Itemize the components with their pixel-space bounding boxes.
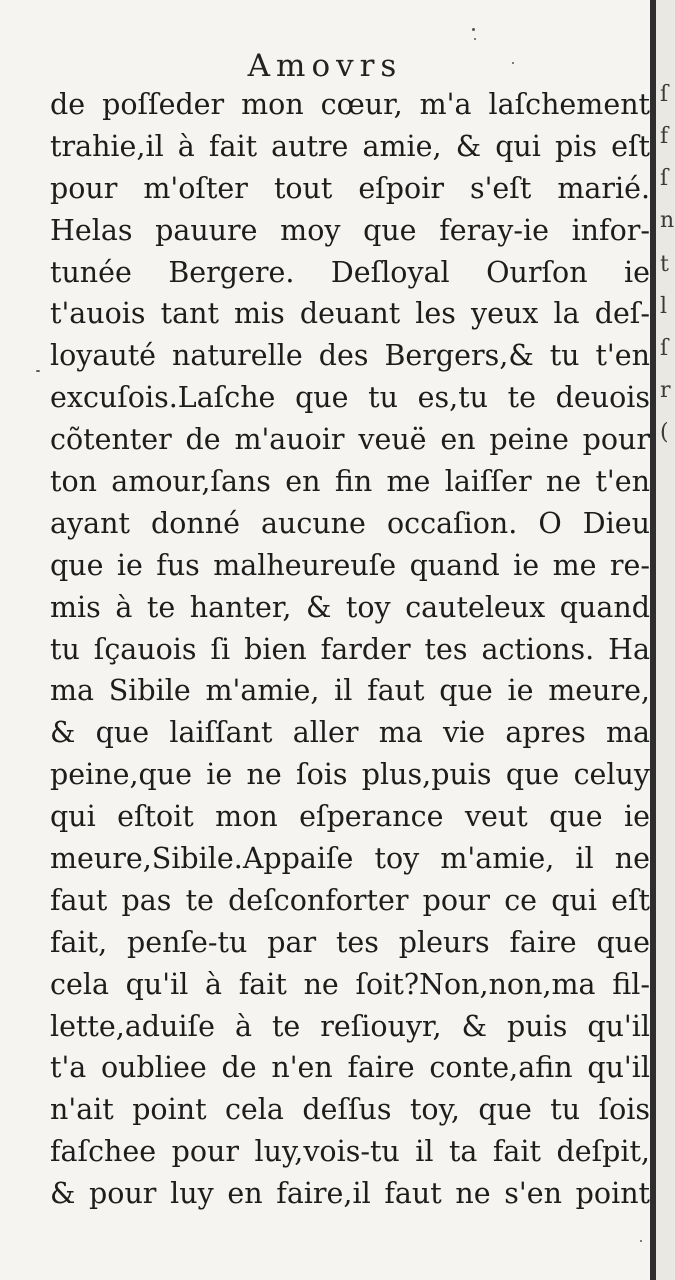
text-line: peine,que ie ne ſois plus,puis que celuy [50,758,650,792]
text-line: ayant donné aucune occaſion. O Dieu [50,506,650,540]
text-line: loyauté naturelle des Bergers,& tu t'en [50,339,650,373]
text-line: Helas pauure moy que feray-ie infor- [50,213,650,247]
text-line: faut pas te deſconforter pour ce qui eſt [50,883,650,917]
facing-page-edge [650,0,675,1280]
text-line: tunée Bergere. Deſloyal Ourſon ie [50,255,650,289]
text-line: & pour luy en faire,il faut ne s'en point [50,1177,650,1211]
text-line: t'auois tant mis deuant les yeux la deſ- [50,297,650,331]
text-line: ma Sibile m'amie, il faut que ie meure, [50,674,650,708]
text-line: & que laiſſant aller ma vie apres ma [50,716,650,750]
text-line: ton amour,ſans en fin me laiſſer ne t'en [50,465,650,499]
text-line: pour m'oſter tout eſpoir s'eſt marié. [50,171,650,205]
edge-letter: r [660,378,671,403]
edge-letter: l [660,294,668,319]
edge-letter: ſ [660,166,669,191]
ink-speck [474,38,476,40]
edge-letter: n [660,208,675,233]
ink-speck [472,28,475,31]
ink-speck [512,62,514,64]
text-line: trahie,il à fait autre amie, & qui pis eſt [50,129,650,163]
text-line: qui eſtoit mon eſperance veut que ie [50,800,650,834]
edge-letter: ( [660,420,669,445]
edge-letter: ſ [660,336,669,361]
body-text [50,84,650,1215]
running-head: Amovrs [247,48,403,84]
edge-letter: t [660,252,669,277]
text-line: mis à te hanter, & toy cauteleux quand [50,590,650,624]
text-line: lette,aduiſe à te reſiouyr, & puis qu'il [50,1009,650,1043]
ink-speck [36,370,40,372]
text-line: n'ait point cela deſſus toy, que tu ſois [50,1093,650,1127]
ink-speck [640,1240,642,1242]
text-line: tu ſçauois ſi bien farder tes actions. Ha [50,632,650,666]
text-line: t'a oubliee de n'en faire conte,afin qu'il [50,1051,650,1085]
edge-letter: ſ [660,82,669,107]
text-line: cela qu'il à fait ne ſoit?Non,non,ma fil- [50,967,650,1001]
text-line: faſchee pour luy,vois-tu il ta fait deſpit, [50,1135,650,1169]
text-line: meure,Sibile.Appaiſe toy m'amie, il ne [50,842,650,876]
text-line: que ie fus malheureuſe quand ie me re- [50,548,650,582]
text-line: excuſois.Laſche que tu es,tu te deuois [50,381,650,415]
text-line: fait, penſe-tu par tes pleurs faire que [50,925,650,959]
text-line: cõtenter de m'auoir veuë en peine pour [50,423,650,457]
text-line: de poſſeder mon cœur, m'a laſchement [50,88,650,121]
edge-letter: f [660,124,669,149]
